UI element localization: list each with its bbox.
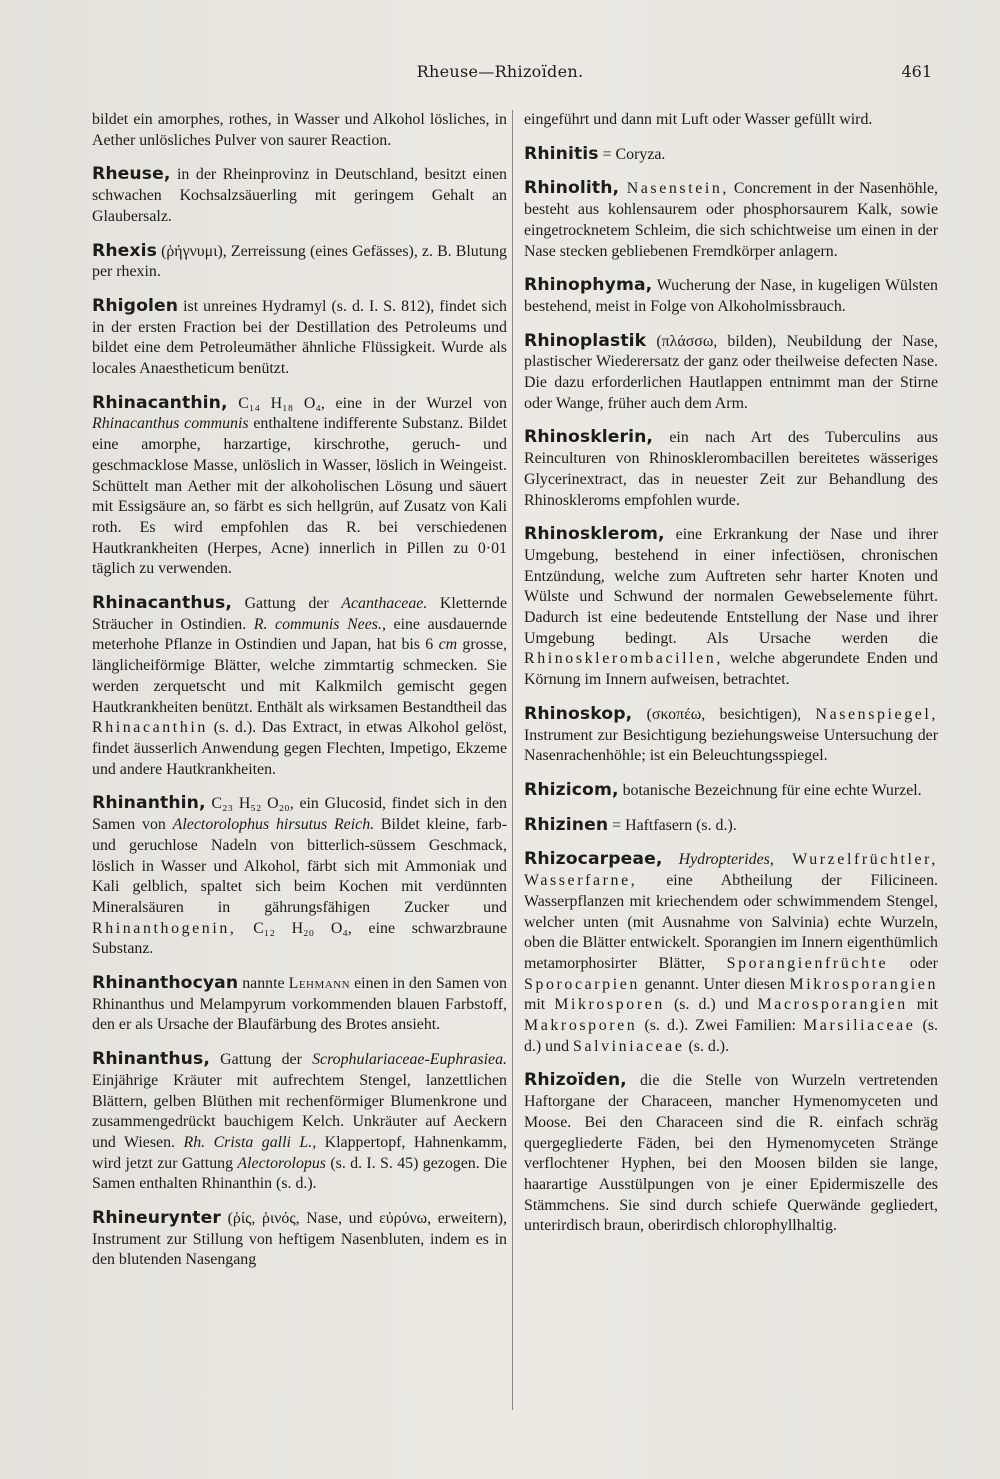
entry-text: oder (888, 954, 938, 972)
headword: Rhinanthocyan (92, 973, 239, 994)
entry-text: ein nach Art des Tuberculins aus Reinculturen von Rhinosklerombacillen bereitetes wässeriges Glycerinextract, das in neuester Zeit zur Behandlung des Rhinoskleroms empfohlen wurde. (524, 429, 938, 509)
left-column (92, 110, 507, 1284)
entry-rhexis (92, 241, 507, 283)
entry-rhinolith (524, 178, 938, 262)
entry-text: die die Stelle von Wurzeln vertretenden Haftorgane der Characeen, mancher Hymenomyceten und Moose. Bei den Characeen sind die R. einfach schräg quergegliederte Fäden, bei den Hymenomyceten Stränge verflochtener Hyphen, bei den Moosen bilden sie lange, haarartige Ausstülpungen von je einer Epidermiszelle des Stämmchens. Sie sind durch schiefe Querwände gegliedert, unterirdisch braun, oberirdisch chlorophyllhaltig. (524, 1072, 938, 1235)
entry-text: (ῥήγνυμι), Zerreissung (eines Gefässes), z. B. Blutung per rhexin. (92, 242, 507, 281)
entry-rhinosklerin (524, 427, 938, 511)
spaced-term: Rhinanthogenin, (92, 919, 237, 937)
running-title: Rheuse—Rhizoïden. (416, 62, 584, 81)
species-name: Rh. Crista galli L., (183, 1133, 317, 1151)
spaced-term: Marsiliaceae (803, 1017, 916, 1035)
page-number: 461 (901, 62, 932, 81)
entry-text: (πλάσσω, bilden), Neubildung der Nase, plastischer Wiederersatz der ganz oder theilweise defecten Nase. Die dazu erforderlichen Hautlappen entnimmt man der Stirne oder Wange, früher auch dem Arm. (524, 332, 938, 412)
entry-text: in der Rheinprovinz in Deutschland, besitzt einen schwachen Kochsalzsäuerling mit geringem Gehalt an Glaubersalz. (92, 166, 507, 225)
headword: Rheuse, (92, 164, 171, 185)
headword: Rhizicom, (524, 779, 619, 800)
entry-text: Wucherung der Nase, in kugeligen Wülsten bestehend, meist in Folge von Alkoholmissbrauch. (524, 277, 938, 315)
spaced-term: Makrosporen (524, 1017, 638, 1035)
entry-text: eine Abtheilung der Filicineen. Wasserpflanzen mit kriechendem oder schwimmendem Stengel, welcher unten (mit Ausnahme von Salvinia) echte Wurzeln, oben die Blätter entwickelt. Sporangien im Innern eigenthümlich metamorphosirter Blätter, (524, 872, 938, 972)
entry-text: nannte (238, 975, 289, 993)
headword: Rhinolith, (524, 178, 620, 199)
entry-text: (s. d.). (684, 1037, 730, 1055)
entry-rhinanthin (92, 793, 507, 960)
entry-rhizoiden (524, 1070, 938, 1237)
entry-text: Kletternde Sträucher in Ostindien. (92, 595, 507, 633)
spaced-term: Salviniaceae (573, 1037, 685, 1055)
entry-text: Bildet kleine, farb- und geruchlose Nadeln von bitterlich-süssem Geschmack, löslich in Wasser und Alkohol, färbt sich mit Ammoniak und Kali gelblich, spaltet sich beim Kochen mit verdünnten Mineralsäuren in gährungsfähigen Zucker und (92, 816, 508, 916)
species-name: R. communis Nees. (253, 615, 382, 633)
entry-rhinacanthus (92, 593, 507, 780)
entry-text: Klappertopf, Hahnenkamm, wird jetzt zur Gattung (92, 1133, 507, 1172)
entry-text: (s. d.) und (664, 996, 758, 1014)
entry-text: (σκοπέω, besichtigen), (632, 705, 816, 723)
entry-rhinanthus (92, 1049, 507, 1195)
entry-text: enthaltene indifferente Substanz. Bildet eine amorphe, harzartige, kirschrothe, geruch- und geschmacklose Masse, unlöslich in Wasser, löslich in Weingeist. Schüttelt man Aether mit der alkoholischen Lösung und säuert mit Essigsäure an, so färbt es sich hellgrün, auf Zusatz von Kali roth. Es wird empfohlen das R. bei verschiedenen Hautkrankheiten (Herpes, Acne) innerlich in Pillen zu 0·01 täglich zu verwenden. (92, 415, 507, 578)
entry-text: (ῥίς, ῥινός, Nase, und εὐρύνω, erweitern), Instrument zur Stillung von heftigem Nasenbluten, indem es in den blutenden Nasengang (92, 1210, 507, 1269)
entry-text: eine in der Wurzel von (324, 394, 507, 412)
spaced-term: Sporangienfrüchte (726, 954, 889, 972)
entry-text: ist unreines Hydramyl (s. d. I. S. 812), findet sich in der ersten Fraction bei der Destillation des Petroleums und bildet eine dem Petroleumäther ähnliche Flüssigkeit. Wurde als locales Anaestheticum benützt. (92, 297, 507, 378)
chemical-formula: C₁₄ H₁₈ O₄, (227, 394, 325, 412)
headword: Rhizoïden, (524, 1070, 627, 1091)
family-name: Hydropterides, (662, 851, 774, 869)
entry-text: C₁₂ H₂₀ O₄, eine schwarzbraune Substanz. (92, 919, 507, 958)
entry-text: ein Glucosid, findet sich in den Samen von (92, 795, 507, 834)
entry-text: Concrement in der Nasenhöhle, besteht aus kohlensaurem oder phosphorsaurem Kalk, sowie eingetrocknetem Schleim, die sich schichtweise um einen in der Nase stecken gebliebenen Fremdkörper anlagern. (524, 180, 938, 260)
entry-text: eine Erkrankung der Nase und ihrer Umgebung, bestehend in einer infectiösen, chronischen Entzündung, welche zum Auftreten sehr harter Knoten und Wülste und Schwund der normalen Gewebselemente führt. Dadurch ist eine bedeutende Entstellung der Nase und ihrer Umgebung bedingt. Als Ursache werden die (524, 526, 938, 647)
entry-rhineurynter (92, 1208, 507, 1271)
continued-text: bildet ein amorphes, rothes, in Wasser und Alkohol lösliches, in Aether unlösliches Pulver von saurer Reaction. (92, 111, 507, 149)
continued-text: eingeführt und dann mit Luft oder Wasser gefüllt wird. (524, 111, 873, 128)
entry-text: (s. d.) und (524, 1017, 938, 1055)
unit: cm (438, 636, 458, 654)
entry-text: einen in den Samen von Rhinanthus und Melampyrum vorkommenden blauen Farbstoff, den er als Ursache der Blaufärbung des Brotes ansieht. (92, 975, 507, 1034)
entry-text: = Coryza. (598, 145, 666, 163)
column-divider (512, 110, 513, 1410)
headword: Rhexis (92, 240, 157, 261)
entry-text: genannt. Unter diesen (639, 975, 790, 993)
spaced-term: Rhinosklerombacillen, (524, 650, 723, 668)
headword: Rhizinen (524, 814, 609, 835)
headword: Rhineurynter (92, 1208, 221, 1229)
family-name: Scrophulariaceae-Euphrasiea. (312, 1051, 507, 1069)
entry-text: Gattung der (231, 595, 342, 613)
entry-rhinosklerom (524, 524, 938, 691)
species-name: Rhinacanthus communis (92, 415, 249, 433)
entry-text: mit (524, 996, 555, 1014)
headword: Rhinosklerom, (524, 524, 665, 545)
entry-rhinoskop (524, 704, 938, 767)
headword: Rhinacanthus, (92, 593, 232, 614)
spaced-term: Nasenstein, (619, 180, 729, 198)
headword: Rhinosklerin, (524, 427, 654, 448)
spaced-term: Macrosporangien (757, 996, 908, 1014)
spaced-term: Mikrosporangien (789, 975, 938, 993)
running-head (0, 62, 1000, 86)
headword: Rhinacanthin, (92, 392, 228, 413)
headword: Rhizocarpeae, (524, 849, 663, 870)
headword: Rhigolen (92, 295, 179, 316)
headword: Rhinoskop, (524, 703, 633, 724)
entry-text: (s. d.). Zwei Familien: (637, 1017, 804, 1035)
entry-text: Instrument zur Besichtigung beziehungsweise Untersuchung der Nasenrachenhöhle; ist ein Beleuchtungsspiegel. (524, 726, 938, 765)
entry-rhizocarpeae (524, 849, 938, 1057)
entry-rhinophyma (524, 275, 938, 317)
entry-text: Einjährige Kräuter mit aufrechtem Stengel, lanzettlichen Blättern, gelben Blüthen mit rechenförmiger Blumenkrone und zusammengedrückt bauchigem Kelch. Unkräuter auf Aeckern und Wiesen. (92, 1071, 507, 1151)
genus-name: Alectorolopus (237, 1154, 326, 1172)
entry-rhizicom (524, 780, 938, 802)
headword: Rhinitis (524, 143, 599, 164)
entry-text: = Haftfasern (s. d.). (608, 816, 737, 834)
entry-rhinacanthin (92, 393, 507, 580)
entry-rhigolen (92, 296, 507, 380)
headword: Rhinanthin, (92, 793, 206, 814)
right-column (524, 110, 938, 1250)
spaced-term: Nasenspiegel, (815, 705, 938, 723)
entry-text: mit (907, 996, 938, 1014)
author-name: Lehmann (288, 975, 351, 993)
entry-rhinitis (524, 144, 938, 166)
chemical-formula: C₂₃ H₅₂ O₂₀, (205, 795, 294, 813)
entry-text: (s. d. I. S. 45) gezogen. Die Samen enthalten Rhinanthin (s. d.). (92, 1154, 507, 1193)
entry-text: , eine ausdauernde meterhohe Pflanze in Ostindien und Japan, hat bis 6 (92, 615, 507, 654)
spaced-term: Rhinacanthin (92, 719, 208, 737)
species-name: Alectorolophus hirsutus Reich. (172, 816, 375, 834)
entry-rhinanthocyan (92, 973, 507, 1036)
headword: Rhinoplastik (524, 330, 647, 351)
entry-text: welche abgerundete Enden und Körnung im Innern aufweisen, betrachtet. (524, 650, 938, 689)
family-name: Acanthaceae. (341, 595, 428, 613)
entry-rhizinen (524, 815, 938, 837)
entry-text: (s. d.). Das Extract, in etwas Alkohol gelöst, findet äusserlich Anwendung gegen Flechten, Impetigo, Ekzeme und andere Hautkrankheiten. (92, 719, 507, 778)
spaced-term: Wurzelfrüchtler, Wasserfarne, (524, 851, 938, 890)
headword: Rhinophyma, (524, 275, 653, 296)
entry-rhinoplastik (524, 331, 938, 415)
entry-text: botanische Bezeichnung für eine echte Wurzel. (618, 781, 922, 799)
headword: Rhinanthus, (92, 1049, 210, 1070)
spaced-term: Sporocarpien (524, 975, 640, 993)
entry-text: Gattung der (209, 1051, 313, 1069)
spaced-term: Mikrosporen (554, 996, 665, 1014)
entry-rheuse (92, 164, 507, 227)
entry-text: grosse, länglicheiförmige Blätter, welche zimmtartig schmecken. Sie werden zerquetscht und mit Kalkmilch gemischt gegen Hautkrankheiten benützt. Enthält als wirksamen Bestandtheil das (92, 636, 507, 716)
